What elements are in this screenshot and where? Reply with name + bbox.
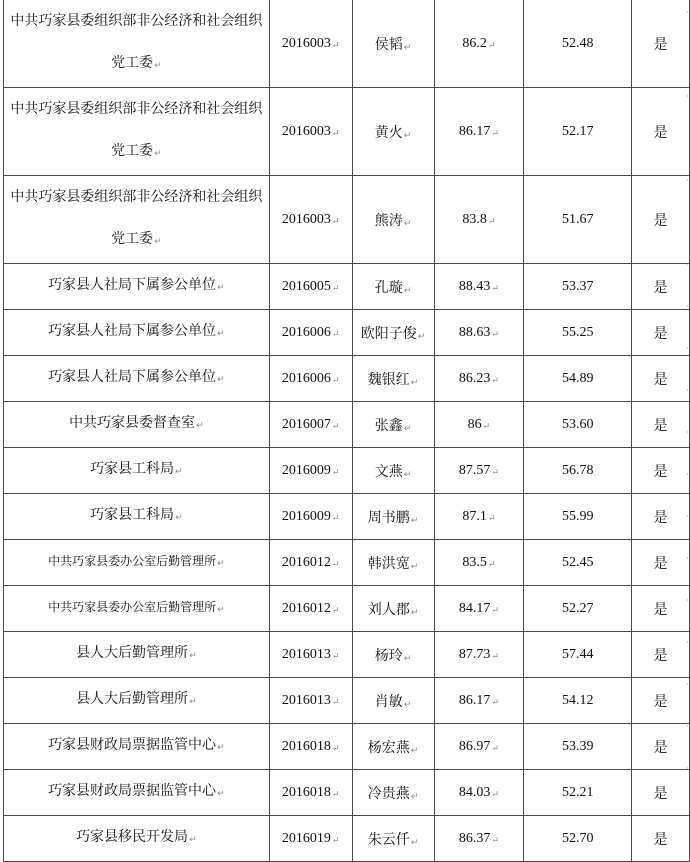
paragraph-mark-icon: ↵ (189, 835, 197, 845)
written-score-cell (434, 816, 524, 862)
selected-flag-text: 是 (653, 212, 668, 229)
selected-flag-text: 是 (653, 463, 668, 480)
written-score-cell (434, 724, 524, 770)
written-score-text: 86.17 (458, 692, 491, 708)
position-code-text: 2016007 (281, 416, 331, 432)
total-score-cell (524, 586, 632, 632)
candidate-name-text: 侯韬 (374, 36, 403, 53)
results-table-body (4, 0, 690, 862)
position-code-text: 2016018 (281, 738, 331, 754)
unit-cell (4, 678, 270, 724)
selected-flag-cell (632, 264, 690, 310)
paragraph-mark-icon: ↵ (491, 696, 499, 707)
results-table (3, 0, 690, 862)
written-score-text: 83.8 (462, 211, 487, 227)
paragraph-mark-icon: ↵ (410, 791, 419, 802)
paragraph-mark-icon: ↵ (217, 789, 225, 799)
position-code-cell (269, 88, 352, 176)
position-code-text: 2016012 (281, 600, 331, 616)
paragraph-mark-icon: ↵ (403, 42, 412, 53)
paragraph-mark-icon: ↵ (331, 558, 340, 569)
table-row (4, 176, 690, 264)
paragraph-mark-icon: ↵ (154, 61, 162, 71)
table-row (4, 402, 690, 448)
paragraph-mark-icon: ↵ (410, 607, 419, 618)
unit-text: 中共巧家县委办公室后勤管理所 (48, 600, 217, 614)
candidate-name-cell (352, 540, 434, 586)
paragraph-mark-icon: ↵ (331, 742, 340, 753)
unit-text: 巧家县工科局 (90, 507, 175, 523)
candidate-name-text: 周书鹏 (367, 509, 410, 526)
written-score-cell (434, 632, 524, 678)
selected-flag-text: 是 (653, 325, 668, 342)
margin-mark-icon: · (686, 596, 689, 605)
paragraph-mark-icon: ↵ (331, 696, 340, 707)
paragraph-mark-icon: ↵ (331, 512, 340, 523)
position-code-cell (269, 176, 352, 264)
total-score-cell (524, 0, 632, 88)
paragraph-mark-icon: ↵ (410, 515, 419, 526)
table-row (4, 448, 690, 494)
unit-text: 中共巧家县委组织部非公经济和社会组织党工委 (10, 189, 263, 247)
position-code-cell (269, 724, 352, 770)
paragraph-mark-icon: ↵ (217, 605, 225, 615)
total-score-cell (524, 770, 632, 816)
total-score-cell (524, 632, 632, 678)
total-score-text: 55.25 (561, 324, 594, 340)
paragraph-mark-icon: ↵ (487, 512, 496, 523)
unit-text: 县人大后勤管理所 (76, 691, 189, 707)
candidate-name-cell (352, 724, 434, 770)
total-score-text: 52.21 (561, 784, 594, 800)
paragraph-mark-icon: ↵ (410, 561, 419, 572)
paragraph-mark-icon: ↵ (491, 466, 499, 477)
total-score-text: 56.78 (561, 462, 594, 478)
paragraph-mark-icon: ↵ (482, 420, 491, 431)
position-code-text: 2016003 (281, 123, 331, 139)
paragraph-mark-icon: ↵ (175, 513, 183, 523)
position-code-text: 2016006 (281, 370, 331, 386)
unit-cell (4, 632, 270, 678)
margin-mark-icon: · (686, 260, 689, 269)
total-score-text: 57.44 (561, 646, 594, 662)
position-code-text: 2016013 (281, 646, 331, 662)
unit-cell (4, 0, 270, 88)
written-score-cell (434, 540, 524, 586)
position-code-cell (269, 310, 352, 356)
total-score-text: 53.39 (561, 738, 594, 754)
paragraph-mark-icon: ↵ (196, 421, 204, 431)
position-code-cell (269, 586, 352, 632)
unit-cell (4, 264, 270, 310)
candidate-name-text: 张鑫 (374, 417, 403, 434)
position-code-text: 2016003 (281, 211, 331, 227)
total-score-cell (524, 88, 632, 176)
written-score-text: 83.5 (462, 554, 487, 570)
candidate-name-text: 肖敏 (374, 693, 403, 710)
margin-mark-icon: · (686, 554, 689, 563)
candidate-name-text: 刘人郡 (367, 601, 410, 618)
candidate-name-cell (352, 0, 434, 88)
margin-mark-icon: · (686, 680, 689, 689)
written-score-cell (434, 0, 524, 88)
table-row (4, 540, 690, 586)
unit-cell (4, 356, 270, 402)
unit-cell (4, 816, 270, 862)
paragraph-mark-icon: ↵ (331, 127, 340, 138)
candidate-name-cell (352, 816, 434, 862)
selected-flag-text: 是 (653, 417, 668, 434)
candidate-name-text: 魏银红 (367, 371, 410, 388)
paragraph-mark-icon: ↵ (403, 653, 412, 664)
selected-flag-text: 是 (653, 124, 668, 141)
selected-flag-cell (632, 402, 690, 448)
paragraph-mark-icon: ↵ (189, 651, 197, 661)
paragraph-mark-icon: ↵ (217, 375, 225, 385)
unit-text: 巧家县人社局下属参公单位 (48, 323, 217, 339)
candidate-name-text: 冷贵燕 (367, 785, 410, 802)
paragraph-mark-icon: ↵ (491, 650, 499, 661)
unit-text: 巧家县工科局 (90, 461, 175, 477)
margin-mark-icon: · (686, 512, 689, 521)
paragraph-mark-icon: ↵ (491, 742, 499, 753)
unit-text: 巧家县人社局下属参公单位 (48, 369, 217, 385)
unit-text: 巧家县人社局下属参公单位 (48, 277, 217, 293)
selected-flag-cell (632, 678, 690, 724)
selected-flag-text: 是 (653, 601, 668, 618)
position-code-text: 2016003 (281, 35, 331, 51)
written-score-text: 86.37 (458, 830, 491, 846)
paragraph-mark-icon: ↵ (403, 469, 412, 480)
total-score-text: 52.17 (561, 123, 594, 139)
written-score-text: 88.43 (458, 278, 491, 294)
written-score-text: 86.97 (458, 738, 491, 754)
total-score-text: 52.45 (561, 554, 594, 570)
selected-flag-text: 是 (653, 831, 668, 848)
paragraph-mark-icon: ↵ (217, 283, 225, 293)
candidate-name-text: 欧阳子俊 (360, 325, 417, 342)
paragraph-mark-icon: ↵ (491, 282, 499, 293)
table-row (4, 632, 690, 678)
selected-flag-cell (632, 176, 690, 264)
total-score-text: 52.48 (561, 35, 594, 51)
written-score-text: 87.57 (458, 462, 491, 478)
written-score-cell (434, 586, 524, 632)
paragraph-mark-icon: ↵ (403, 423, 412, 434)
paragraph-mark-icon: ↵ (491, 834, 499, 845)
written-score-cell (434, 264, 524, 310)
selected-flag-text: 是 (653, 279, 668, 296)
position-code-cell (269, 264, 352, 310)
table-row (4, 264, 690, 310)
table-row (4, 724, 690, 770)
unit-text: 县人大后勤管理所 (76, 645, 189, 661)
position-code-cell (269, 678, 352, 724)
written-score-text: 86.2 (462, 35, 487, 51)
candidate-name-text: 黄火 (374, 124, 403, 141)
unit-cell (4, 310, 270, 356)
table-row (4, 494, 690, 540)
unit-cell (4, 402, 270, 448)
total-score-cell (524, 176, 632, 264)
total-score-text: 53.60 (561, 416, 594, 432)
position-code-cell (269, 0, 352, 88)
written-score-text: 84.17 (458, 600, 491, 616)
paragraph-mark-icon: ↵ (331, 282, 340, 293)
written-score-text: 86.17 (458, 123, 491, 139)
selected-flag-cell (632, 586, 690, 632)
position-code-cell (269, 632, 352, 678)
paragraph-mark-icon: ↵ (487, 39, 496, 50)
total-score-cell (524, 356, 632, 402)
paragraph-mark-icon: ↵ (491, 328, 499, 339)
total-score-cell (524, 448, 632, 494)
selected-flag-text: 是 (653, 647, 668, 664)
margin-mark-icon: · (686, 8, 689, 17)
written-score-cell (434, 770, 524, 816)
candidate-name-text: 孔璇 (374, 279, 403, 296)
paragraph-mark-icon: ↵ (491, 788, 499, 799)
paragraph-mark-icon: ↵ (403, 699, 412, 710)
candidate-name-text: 熊涛 (374, 212, 403, 229)
total-score-cell (524, 678, 632, 724)
selected-flag-text: 是 (653, 371, 668, 388)
unit-cell (4, 176, 270, 264)
unit-text: 巧家县财政局票据监管中心 (48, 737, 217, 753)
candidate-name-text: 朱云仟 (367, 831, 410, 848)
paragraph-mark-icon: ↵ (331, 328, 340, 339)
paragraph-mark-icon: ↵ (331, 215, 340, 226)
paragraph-mark-icon: ↵ (410, 377, 419, 388)
unit-text: 中共巧家县委组织部非公经济和社会组织党工委 (10, 13, 263, 71)
candidate-name-cell (352, 586, 434, 632)
paragraph-mark-icon: ↵ (417, 331, 426, 342)
paragraph-mark-icon: ↵ (403, 130, 412, 141)
total-score-cell (524, 540, 632, 586)
position-code-text: 2016019 (281, 830, 331, 846)
position-code-text: 2016009 (281, 462, 331, 478)
unit-text: 巧家县财政局票据监管中心 (48, 783, 217, 799)
paragraph-mark-icon: ↵ (331, 650, 340, 661)
selected-flag-cell (632, 724, 690, 770)
unit-text: 巧家县移民开发局 (76, 829, 189, 845)
paragraph-mark-icon: ↵ (410, 837, 419, 848)
total-score-cell (524, 402, 632, 448)
candidate-name-cell (352, 264, 434, 310)
margin-mark-icon: · (686, 638, 689, 647)
written-score-text: 84.03 (458, 784, 491, 800)
selected-flag-cell (632, 88, 690, 176)
position-code-text: 2016018 (281, 784, 331, 800)
position-code-cell (269, 356, 352, 402)
candidate-name-text: 杨宏燕 (367, 739, 410, 756)
paragraph-mark-icon: ↵ (331, 466, 340, 477)
table-row (4, 356, 690, 402)
selected-flag-text: 是 (653, 36, 668, 53)
paragraph-mark-icon: ↵ (410, 745, 419, 756)
position-code-text: 2016013 (281, 692, 331, 708)
written-score-cell (434, 494, 524, 540)
total-score-cell (524, 816, 632, 862)
paragraph-mark-icon: ↵ (217, 329, 225, 339)
paragraph-mark-icon: ↵ (491, 604, 499, 615)
paragraph-mark-icon: ↵ (175, 467, 183, 477)
paragraph-mark-icon: ↵ (154, 237, 162, 247)
paragraph-mark-icon: ↵ (331, 39, 340, 50)
candidate-name-cell (352, 770, 434, 816)
candidate-name-text: 文燕 (374, 463, 403, 480)
margin-mark-icon: · (686, 722, 689, 731)
candidate-name-cell (352, 402, 434, 448)
paragraph-mark-icon: ↵ (403, 285, 412, 296)
selected-flag-cell (632, 310, 690, 356)
unit-cell (4, 88, 270, 176)
total-score-text: 53.37 (561, 278, 594, 294)
paragraph-mark-icon: ↵ (217, 743, 225, 753)
unit-text: 中共巧家县委组织部非公经济和社会组织党工委 (10, 101, 263, 159)
written-score-text: 87.1 (462, 508, 487, 524)
table-row (4, 310, 690, 356)
written-score-cell (434, 402, 524, 448)
position-code-cell (269, 494, 352, 540)
written-score-text: 86 (467, 416, 482, 432)
margin-mark-icon: · (686, 764, 689, 773)
candidate-name-cell (352, 310, 434, 356)
written-score-cell (434, 176, 524, 264)
paragraph-mark-icon: ↵ (331, 420, 340, 431)
position-code-text: 2016009 (281, 508, 331, 524)
margin-mark-icon: · (686, 470, 689, 479)
paragraph-mark-icon: ↵ (487, 558, 496, 569)
candidate-name-cell (352, 632, 434, 678)
position-code-cell (269, 448, 352, 494)
margin-mark-icon: · (686, 176, 689, 185)
written-score-cell (434, 310, 524, 356)
candidate-name-cell (352, 494, 434, 540)
selected-flag-text: 是 (653, 693, 668, 710)
paragraph-mark-icon: ↵ (403, 218, 412, 229)
unit-text: 中共巧家县委督查室 (69, 415, 196, 431)
paragraph-mark-icon: ↵ (217, 559, 225, 569)
selected-flag-text: 是 (653, 785, 668, 802)
written-score-text: 87.73 (458, 646, 491, 662)
position-code-cell (269, 540, 352, 586)
selected-flag-cell (632, 632, 690, 678)
table-row (4, 678, 690, 724)
candidate-name-cell (352, 356, 434, 402)
selected-flag-text: 是 (653, 509, 668, 526)
paragraph-mark-icon: ↵ (491, 374, 499, 385)
total-score-text: 52.27 (561, 600, 594, 616)
margin-mark-icon: · (686, 386, 689, 395)
paragraph-mark-icon: ↵ (154, 149, 162, 159)
paragraph-mark-icon: ↵ (331, 374, 340, 385)
unit-cell (4, 586, 270, 632)
selected-flag-cell (632, 448, 690, 494)
paragraph-mark-icon: ↵ (189, 697, 197, 707)
unit-cell (4, 770, 270, 816)
total-score-cell (524, 264, 632, 310)
position-code-text: 2016006 (281, 324, 331, 340)
written-score-cell (434, 448, 524, 494)
table-row (4, 586, 690, 632)
paragraph-mark-icon: ↵ (331, 834, 340, 845)
selected-flag-cell (632, 770, 690, 816)
written-score-cell (434, 678, 524, 724)
selected-flag-cell (632, 540, 690, 586)
total-score-text: 52.70 (561, 830, 594, 846)
position-code-text: 2016012 (281, 554, 331, 570)
position-code-cell (269, 770, 352, 816)
selected-flag-text: 是 (653, 555, 668, 572)
unit-cell (4, 724, 270, 770)
paragraph-mark-icon: ↵ (491, 127, 499, 138)
total-score-cell (524, 724, 632, 770)
candidate-name-text: 杨玲 (374, 647, 403, 664)
total-score-cell (524, 310, 632, 356)
margin-mark-icon: · (686, 302, 689, 311)
total-score-text: 54.89 (561, 370, 594, 386)
total-score-cell (524, 494, 632, 540)
margin-mark-icon: · (686, 92, 689, 101)
paragraph-mark-icon: ↵ (331, 788, 340, 799)
total-score-text: 54.12 (561, 692, 594, 708)
selected-flag-cell (632, 356, 690, 402)
position-code-text: 2016005 (281, 278, 331, 294)
table-row (4, 770, 690, 816)
total-score-text: 55.99 (561, 508, 594, 524)
paragraph-mark-icon: ↵ (487, 215, 496, 226)
selected-flag-text: 是 (653, 739, 668, 756)
written-score-cell (434, 88, 524, 176)
selected-flag-cell (632, 494, 690, 540)
unit-text: 中共巧家县委办公室后勤管理所 (48, 554, 217, 568)
written-score-text: 88.63 (458, 324, 491, 340)
candidate-name-text: 韩洪宽 (367, 555, 410, 572)
candidate-name-cell (352, 678, 434, 724)
position-code-cell (269, 816, 352, 862)
candidate-name-cell (352, 88, 434, 176)
selected-flag-cell (632, 0, 690, 88)
selected-flag-cell (632, 816, 690, 862)
written-score-text: 86.23 (458, 370, 491, 386)
table-row (4, 816, 690, 862)
table-row (4, 0, 690, 88)
total-score-text: 51.67 (561, 211, 594, 227)
margin-mark-icon: · (686, 344, 689, 353)
paragraph-mark-icon: ↵ (331, 604, 340, 615)
margin-mark-icon: · (686, 428, 689, 437)
written-score-cell (434, 356, 524, 402)
unit-cell (4, 540, 270, 586)
unit-cell (4, 494, 270, 540)
position-code-cell (269, 402, 352, 448)
candidate-name-cell (352, 448, 434, 494)
candidate-name-cell (352, 176, 434, 264)
table-row (4, 88, 690, 176)
unit-cell (4, 448, 270, 494)
